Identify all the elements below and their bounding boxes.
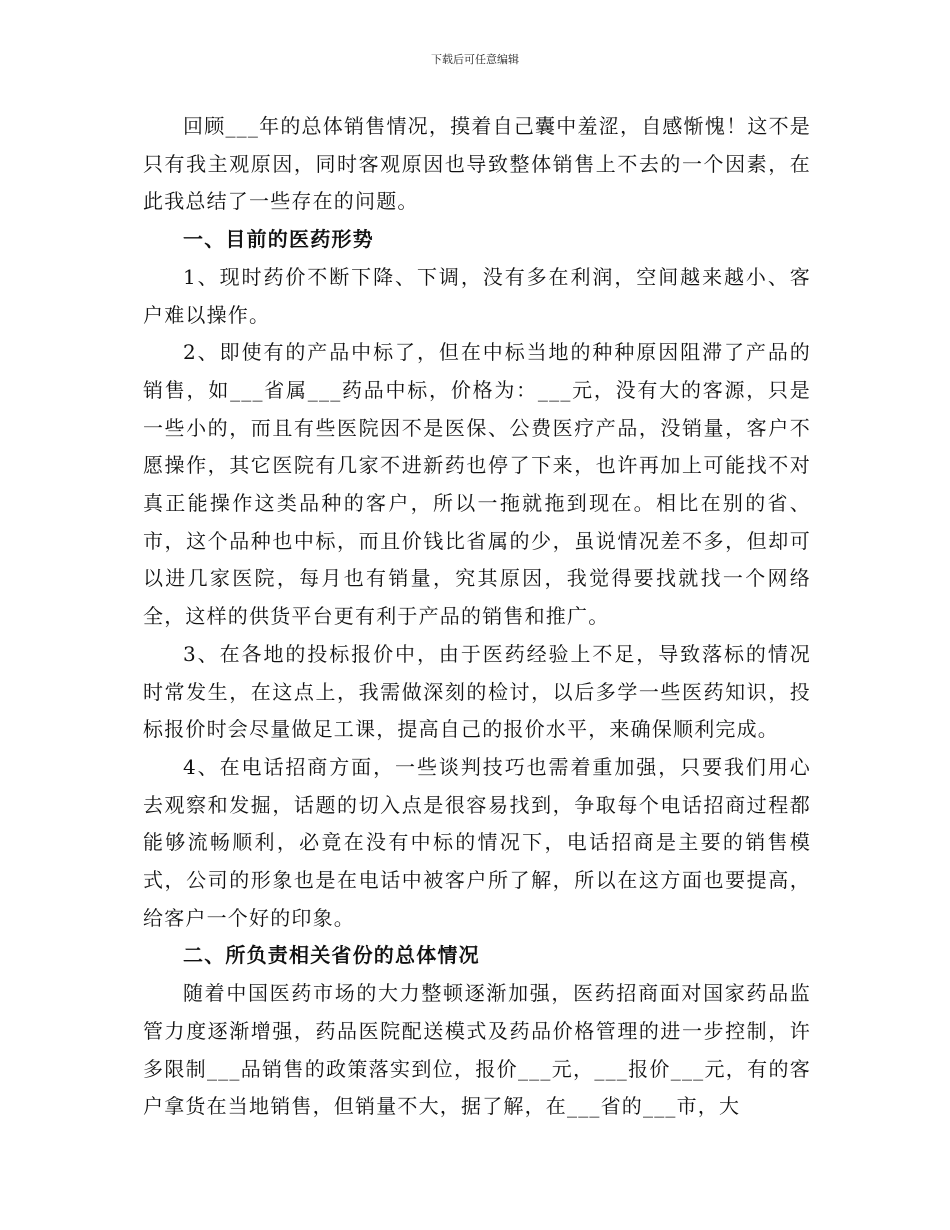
list-item-4: 4、在电话招商方面，一些谈判技巧也需着重加强，只要我们用心去观察和发掘，话题的切入点是很容易找到，争取每个电话招商过程都能够流畅顺利，必竟在没有中标的情况下，电话招商是主要的销售模式，公司的形象也是在电话中被客户所了解，所以在这方面也要提高，给客户一个好的印象。 [143, 754, 811, 930]
list-item-2: 2、即使有的产品中标了，但在中标当地的种种原因阻滞了产品的销售，如___省属___药品中标，价格为：___元，没有大的客源，只是一些小的，而且有些医院因不是医保、公费医疗产品，没销量，客户不愿操作，其它医院有几家不进新药也停了下来，也许再加上可能找不对真正能操作这类品种的客户，所以一拖就拖到现在。相比在别的省、市，这个品种也中标，而且价钱比省属的少，虽说情况差不多，但却可以进几家医院，每月也有销量，究其原因，我觉得要找就找一个网络全，这样的供货平台更有利于产品的销售和推广。 [143, 340, 811, 629]
document-body [143, 108, 811, 1126]
section-heading-2: 二、所负责相关省份的总体情况 [183, 943, 480, 968]
list-item-3: 3、在各地的投标报价中，由于医药经验上不足，导致落标的情况时常发生，在这点上，我需做深刻的检讨，以后多学一些医药知识，投标报价时会尽量做足工课，提高自己的报价水平，来确保顺利完成。 [143, 641, 811, 742]
section-2-paragraph: 随着中国医药市场的大力整顿逐渐加强，医药招商面对国家药品监管力度逐渐增强，药品医院配送模式及药品价格管理的进一步控制，许多限制___品销售的政策落实到位，报价___元，___报价___元，有的客户拿货在当地销售，但销量不大，据了解，在___省的___市，大 [143, 981, 811, 1119]
intro-paragraph: 回顾___年的总体销售情况，摸着自己囊中羞涩，自感惭愧！这不是只有我主观原因，同时客观原因也导致整体销售上不去的一个因素，在此我总结了一些存在的问题。 [143, 114, 811, 214]
page-header-caption: 下载后可任意编辑 [431, 53, 519, 66]
list-item-1: 1、现时药价不断下降、下调，没有多在利润，空间越来越小、客户难以操作。 [143, 264, 811, 327]
section-heading-1: 一、目前的医药形势 [183, 227, 374, 252]
